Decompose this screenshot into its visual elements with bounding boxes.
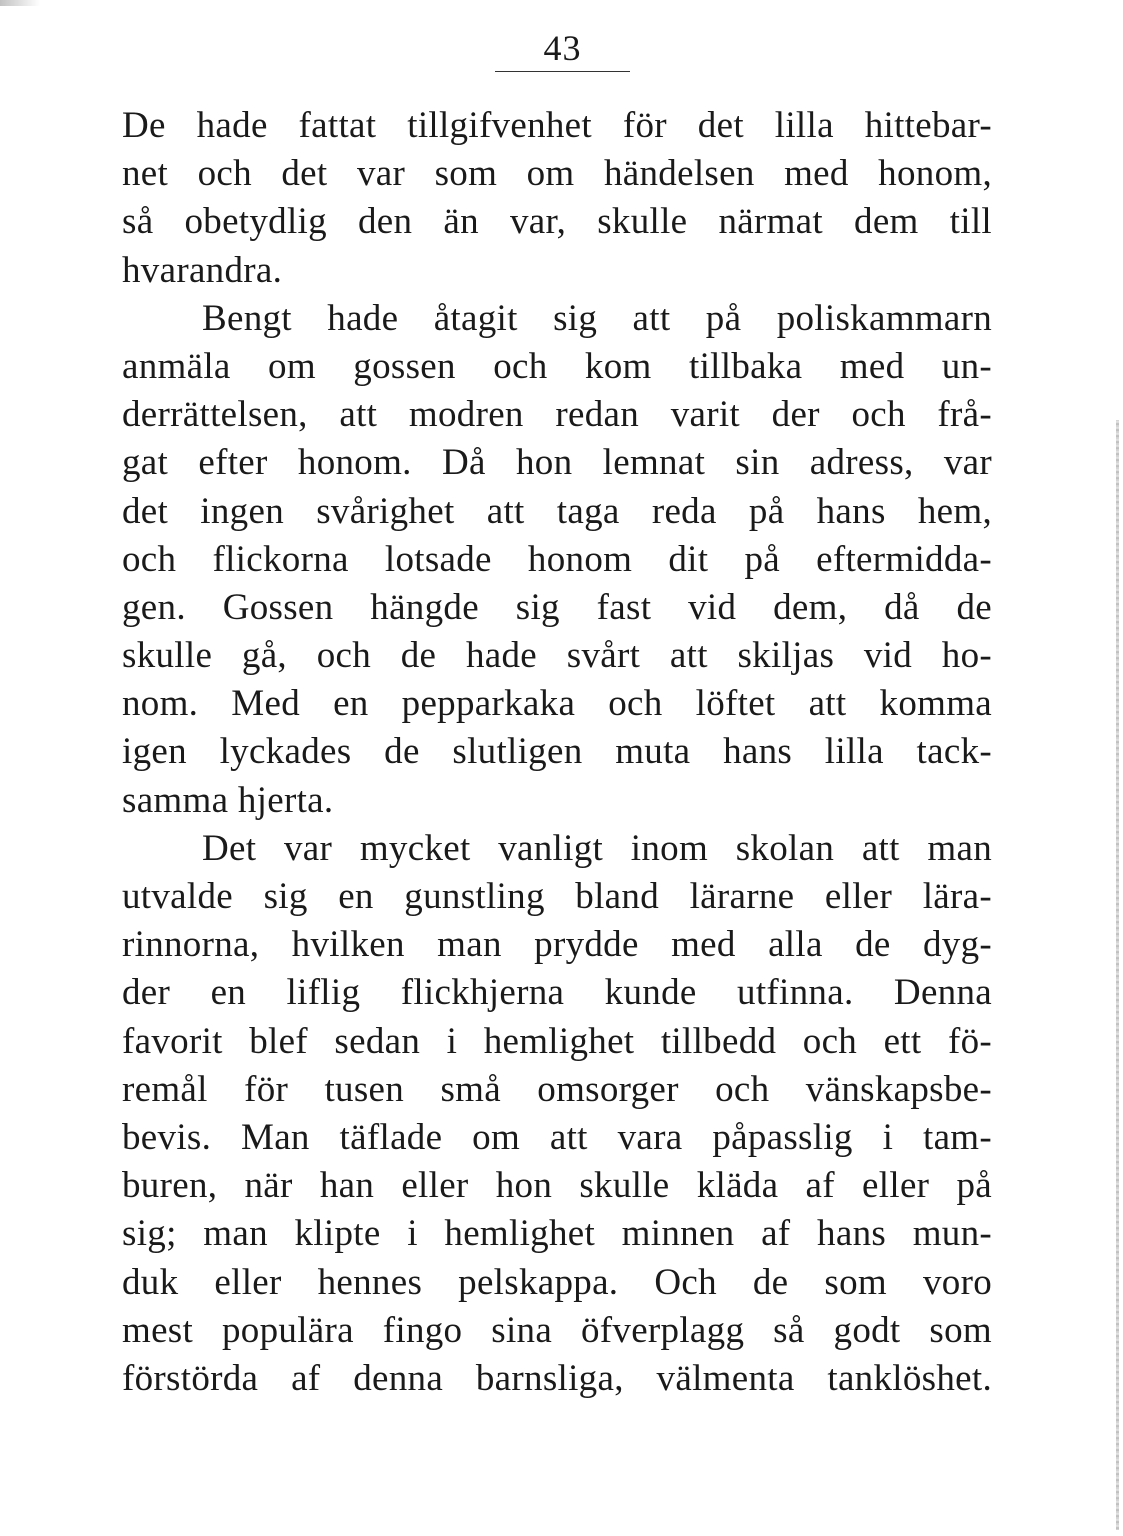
text-line: skulle gå, och de hade svårt att skiljas vid ho- (122, 635, 992, 677)
text-line: det ingen svårighet att taga reda på hans hem, (122, 490, 992, 532)
page-number-rule (495, 71, 630, 72)
text-line: Det var mycket vanligt inom skolan att man (202, 827, 992, 869)
page-number: 43 (543, 28, 582, 68)
text-line: utvalde sig en gunstling bland lärarne eller lära- (122, 876, 992, 917)
scan-corner-mark (0, 0, 40, 6)
body-text (122, 102, 992, 1403)
text-line: samma hjerta. (122, 779, 334, 821)
text-line: remål för tusen små omsorger och vänskapsbe- (122, 1068, 992, 1110)
text-line: derrättelsen, att modren redan varit der och frå- (122, 394, 992, 436)
paragraph-1 (122, 102, 992, 295)
text-line: igen lyckades de slutligen muta hans lilla tack- (122, 731, 992, 773)
text-line: nom. Med en pepparkaka och löftet att komma (122, 683, 992, 725)
text-line: Bengt hade åtagit sig att på poliskammarn (202, 297, 992, 339)
text-line: der en liflig flickhjerna kunde utfinna. Denna (122, 972, 992, 1014)
text-line: hvarandra. (122, 249, 283, 291)
text-line: gat efter honom. Då hon lemnat sin adress, var (122, 442, 992, 484)
text-line: sig; man klipte i hemlighet minnen af hans mun- (122, 1213, 992, 1255)
text-line: så obetydlig den än var, skulle närmat dem till (122, 201, 992, 243)
text-line: bevis. Man täflade om att vara påpasslig i tam- (122, 1116, 992, 1158)
text-line: förstörda af denna barnsliga, välmenta tanklöshet. (122, 1357, 992, 1399)
text-line: duk eller hennes pelskappa. Och de som voro (122, 1261, 992, 1303)
text-line: rinnorna, hvilken man prydde med alla de dyg- (122, 924, 992, 966)
text-line: anmäla om gossen och kom tillbaka med un- (122, 345, 992, 387)
text-line: favorit blef sedan i hemlighet tillbedd och ett fö- (122, 1020, 992, 1062)
text-line: net och det var som om händelsen med honom, (122, 153, 992, 195)
paragraph-3 (122, 825, 992, 1403)
paragraph-2 (122, 295, 992, 825)
scan-edge-artifact (1116, 420, 1119, 1530)
text-line: buren, när han eller hon skulle kläda af eller på (122, 1165, 992, 1207)
text-line: gen. Gossen hängde sig fast vid dem, då de (122, 586, 992, 628)
text-line: mest populära fingo sina öfverplagg så godt som (122, 1309, 992, 1351)
text-line: De hade fattat tillgifvenhet för det lilla hittebar- (122, 105, 992, 146)
text-line: och flickorna lotsade honom dit på eftermidda- (122, 538, 992, 580)
